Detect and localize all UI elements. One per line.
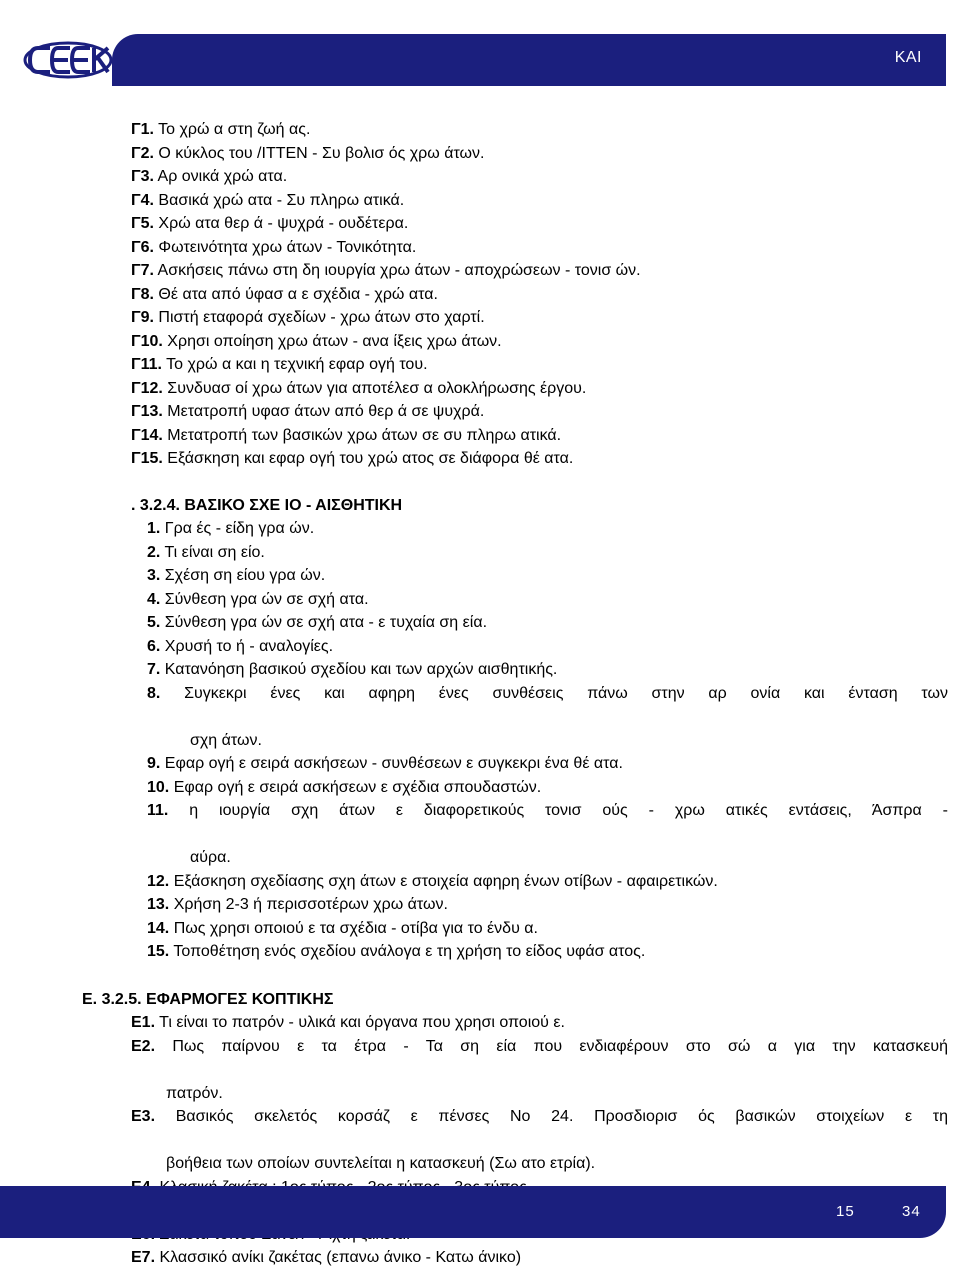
item-text: Χρησι οποίηση χρω άτων - ανα ίξεις χρω άτων.: [162, 332, 502, 350]
list-item: [0, 517, 960, 541]
item-number: Γ13.: [131, 403, 163, 420]
list-item: [0, 682, 960, 729]
item-number: 11.: [147, 802, 169, 819]
item-number: 5.: [147, 614, 161, 631]
item-number: 4.: [147, 590, 161, 608]
item-number: Γ9.: [131, 309, 154, 326]
item-text: Βασικά χρώ ατα - Συ πληρω ατικά.: [153, 191, 405, 209]
g-section-list: [0, 118, 960, 471]
item-text: Συγκεκρι ένες και αφηρη ένες συνθέσεις πάνω στην αρ ονία και ένταση των: [160, 684, 948, 702]
item-number: Γ2.: [131, 144, 154, 162]
list-item: [0, 353, 960, 377]
list-item: [0, 917, 960, 941]
page-number: 15: [836, 1203, 855, 1220]
item-number: 7.: [147, 661, 161, 678]
list-item: [0, 752, 960, 776]
item-text: Κλασσικό ανίκι ζακέτας (επανω άνικο - Κατω άνικο): [155, 1249, 522, 1266]
item-number: Γ12.: [131, 379, 163, 397]
list-item: [0, 1105, 960, 1152]
item-text: Βασικός σκελετός κορσάζ ε πένσες Νο 24. Προσδιορισ ός βασικών στοιχείων ε τη: [155, 1108, 948, 1125]
item-text: Εξάσκηση και εφαρ ογή του χρώ ατος σε διάφορα θέ ατα.: [162, 450, 574, 467]
item-number: 15.: [147, 943, 170, 960]
item-number: Γ15.: [131, 450, 163, 467]
item-number: Ε2.: [131, 1037, 156, 1055]
list-item: [0, 330, 960, 354]
item-number: Γ5.: [131, 215, 154, 232]
item-text: Μετατροπή υφασ άτων από θερ ά σε ψυχρά.: [162, 403, 485, 420]
page-header: [0, 32, 960, 88]
item-text-continuation: σχη άτων.: [190, 731, 262, 749]
item-text: Τι είναι το πατρόν - υλικά και όργανα που χρησι οποιού ε.: [155, 1014, 565, 1031]
item-text: Χρήση 2-3 ή περισσοτέρων χρω άτων.: [169, 896, 448, 913]
item-text: Μετατροπή των βασικών χρω άτων σε συ πληρω ατικά.: [162, 426, 562, 444]
item-number: 12.: [147, 872, 170, 890]
item-number: 1.: [147, 520, 161, 537]
item-text: Κατανόηση βασικού σχεδίου και των αρχών αισθητικής.: [160, 661, 558, 678]
list-item: [0, 165, 960, 189]
item-number: Ε3.: [131, 1108, 156, 1125]
item-text: Φωτεινότητα χρω άτων - Τονικότητα.: [153, 238, 417, 256]
list-item: [0, 870, 960, 894]
list-item: [0, 588, 960, 612]
item-text: Το χρώ α και η τεχνική εφαρ ογή του.: [161, 356, 428, 373]
item-number: Γ8.: [131, 285, 154, 303]
item-text-continuation: βοήθεια των οποίων συντελείται η κατασκευή (Σω ατο ετρία).: [166, 1155, 596, 1172]
list-item: [0, 259, 960, 283]
item-text-continuation: αύρα.: [190, 849, 231, 866]
item-text: Θέ ατα από ύφασ α ε σχέδια - χρώ ατα.: [153, 285, 438, 303]
list-item: [0, 400, 960, 424]
banner-text: ΚΑΙ: [894, 49, 922, 66]
list-item: [0, 212, 960, 236]
item-number: 8.: [147, 684, 161, 702]
list-item: [0, 541, 960, 565]
list-item: [0, 1246, 960, 1270]
item-number: Γ6.: [131, 238, 154, 256]
item-text: Αρ ονικά χρώ ατα.: [153, 168, 288, 185]
footer-bar: [0, 1186, 946, 1238]
list-item: [0, 635, 960, 659]
list-item: [0, 377, 960, 401]
item-text: Συνδυασ οί χρω άτων για αποτέλεσ α ολοκλήρωσης έργου.: [162, 379, 587, 397]
item-text-continuation: πατρόν.: [166, 1084, 223, 1102]
item-number: 3.: [147, 567, 161, 584]
page-total: 34: [902, 1203, 921, 1220]
list-item: [0, 447, 960, 471]
ceek-logo-icon: [20, 36, 116, 84]
item-number: 10.: [147, 778, 170, 796]
item-text: Ασκήσεις πάνω στη δη ιουργία χρω άτων - αποχρώσεων - τονισ ών.: [153, 262, 641, 279]
list-item: [0, 799, 960, 846]
item-text: Σύνθεση γρα ών σε σχή ατα - ε τυχαία ση εία.: [160, 614, 488, 631]
list-item: [0, 893, 960, 917]
item-number: 2.: [147, 543, 161, 561]
item-text: Εφαρ ογή ε σειρά ασκήσεων ε σχέδια σπουδαστών.: [169, 778, 542, 796]
section-heading-pattern-cutting: Ε. 3.2.5. ΕΦΑΡΜΟΓΕΣ ΚΟΠΤΙΚΗΣ: [82, 990, 334, 1008]
item-text: Τοποθέτηση ενός σχεδίου ανάλογα ε τη χρήση το είδος υφάσ ατος.: [169, 943, 646, 960]
item-text: η ιουργία σχη άτων ε διαφορετικούς τονισ ούς - χρω ατικές εντάσεις, Άσπρα -: [168, 802, 948, 819]
list-item: [0, 1035, 960, 1082]
item-number: 13.: [147, 896, 170, 913]
item-text: Σχέση ση είου γρα ών.: [160, 567, 326, 584]
list-item: [0, 236, 960, 260]
item-number: Γ11.: [131, 356, 162, 373]
item-number: Γ4.: [131, 191, 154, 209]
item-number: Γ10.: [131, 332, 163, 350]
item-text: Πως παίρνου ε τα έτρα - Τα ση εία που ενδιαφέρουν στο σώ α για την κατασκευή: [155, 1037, 948, 1055]
list-item: [0, 564, 960, 588]
list-item: [0, 611, 960, 635]
item-text: Εξάσκηση σχεδίασης σχη άτων ε στοιχεία αφηρη ένων οτίβων - αφαιρετικών.: [169, 872, 718, 890]
item-number: Γ7.: [131, 262, 154, 279]
list-item: [0, 283, 960, 307]
list-item: [0, 142, 960, 166]
item-text: Το χρώ α στη ζωή ας.: [153, 121, 311, 138]
d-section-list: [0, 517, 960, 964]
item-number: Γ3.: [131, 168, 154, 185]
item-text: Χρυσή το ή - αναλογίες.: [160, 637, 334, 655]
item-number: 9.: [147, 755, 161, 772]
list-item: [0, 424, 960, 448]
item-text: Πως χρησι οποιού ε τα σχέδια - οτίβα για το ένδυ α.: [169, 919, 538, 937]
section-heading-basic-design: . 3.2.4. ΒΑΣΙΚΟ ΣΧΕ ΙΟ - ΑΙΣΘΗΤΙΚΗ: [131, 496, 403, 514]
item-number: Ε7.: [131, 1249, 156, 1266]
item-number: 14.: [147, 919, 170, 937]
item-number: Γ1.: [131, 121, 154, 138]
list-item: [0, 306, 960, 330]
item-text: Χρώ ατα θερ ά - ψυχρά - ουδέτερα.: [153, 215, 409, 232]
item-number: Ε1.: [131, 1014, 156, 1031]
item-text: Πιστή εταφορά σχεδίων - χρω άτων στο χαρτί.: [153, 309, 485, 326]
item-text: Σύνθεση γρα ών σε σχή ατα.: [160, 590, 369, 608]
item-text: Γρα ές - είδη γρα ών.: [160, 520, 315, 537]
list-item: [0, 658, 960, 682]
item-text: Εφαρ ογή ε σειρά ασκήσεων - συνθέσεων ε συγκεκρι ένα θέ ατα.: [160, 755, 623, 772]
item-number: 6.: [147, 637, 161, 655]
list-item: [0, 776, 960, 800]
page-footer: [0, 1186, 960, 1238]
item-text: Τι είναι ση είο.: [160, 543, 265, 561]
header-banner: [112, 34, 946, 86]
item-text: Ο κύκλος του /ΙΤΤΕΝ - Συ βολισ ός χρω άτων.: [153, 144, 485, 162]
list-item: [0, 189, 960, 213]
item-number: Γ14.: [131, 426, 163, 444]
list-item: [0, 940, 960, 964]
list-item: [0, 118, 960, 142]
list-item: [0, 1011, 960, 1035]
